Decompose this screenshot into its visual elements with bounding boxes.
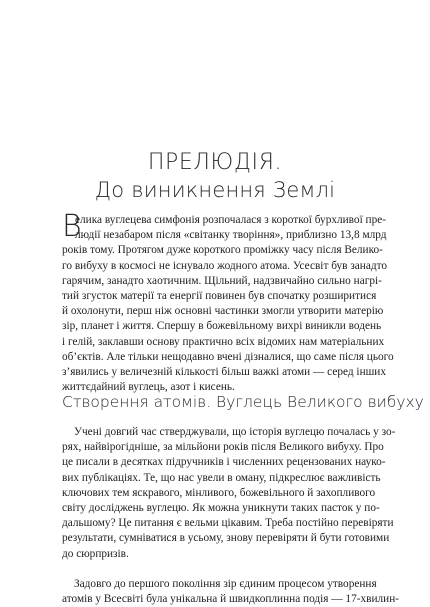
text-line: життєдайний вуглець, азот і кисень. <box>62 381 235 394</box>
text-line: об’єктів. Але тільки нещодавно вчені дізналися, що саме після цього <box>62 350 394 363</box>
section-paragraph-2 <box>62 577 400 607</box>
text-line: гарячим, занадто хаотичним. Щільний, надзвичайно сильно нагрі- <box>62 274 382 287</box>
text-line: людії незабаром після «світанку творіння», приблизно 13,8 млрд <box>75 229 387 242</box>
text-line: з’явились у величезній кількості більш важкі атоми — серед інших <box>62 366 387 379</box>
text-line: це писали в десятках підручників і численних рецензованих науко- <box>62 456 386 469</box>
intro-paragraph <box>62 209 394 395</box>
text-line: атомів у Всесвіті була унікальна й швидкоплинна подія — 17-хвилин- <box>62 593 400 606</box>
chapter-title-line1: ПРЕЛЮДІЯ. <box>147 150 283 175</box>
text-line: зір, планет і життя. Спершу в божевільному вихрі виникли водень <box>62 320 382 333</box>
section-paragraph-1 <box>62 425 396 562</box>
text-line: до сюрпризів. <box>62 547 129 560</box>
text-line: і гелій, заклавши основу практично всіх відомих нам матеріальних <box>62 335 385 348</box>
text-line: світу досліджень вуглецю. Як можна уникнути таких пасток у по- <box>62 502 380 515</box>
text-line: дальшому? Це питання є вельми цікавим. Треба постійно перевіряти <box>62 517 394 530</box>
text-line: Задовго до першого покоління зір єдиним процесом утворення <box>74 578 377 590</box>
section-heading: Створення атомів. Вуглець Великого вибуху <box>62 393 424 411</box>
text-line: років тому. Протягом дуже короткого проміжку часу після Велико- <box>62 244 383 257</box>
text-line: й охолонути, перш ніж основні частинки змогли утворити матерію <box>62 305 384 318</box>
text-line: результати, сумніватися в усьому, знову перевіряти й бути готовими <box>62 532 390 545</box>
text-line: рях, найвірогідніше, за мільйони років після Великого вибуху. Про <box>62 441 384 454</box>
text-line: елика вуглецева симфонія розпочалася з короткої бурхливої пре- <box>75 214 387 226</box>
drop-cap: В <box>62 209 82 244</box>
text-line: вих публікаціях. Те, що нас увели в оману, підкреслює важливість <box>62 471 381 484</box>
text-line: Учені довгий час стверджували, що історія вуглецю почалась у зо- <box>74 426 396 438</box>
chapter-title-line2: До виникнення Землі <box>94 178 336 202</box>
text-line: тий згусток матерії та енергії повинен був спочатку розширитися <box>62 290 377 303</box>
text-line: ключових тем яскравого, мінливого, божевільного й захопливого <box>62 486 376 499</box>
text-line: го вибуху в космосі не існувало жодного атома. Усесвіт був занадто <box>62 259 388 272</box>
